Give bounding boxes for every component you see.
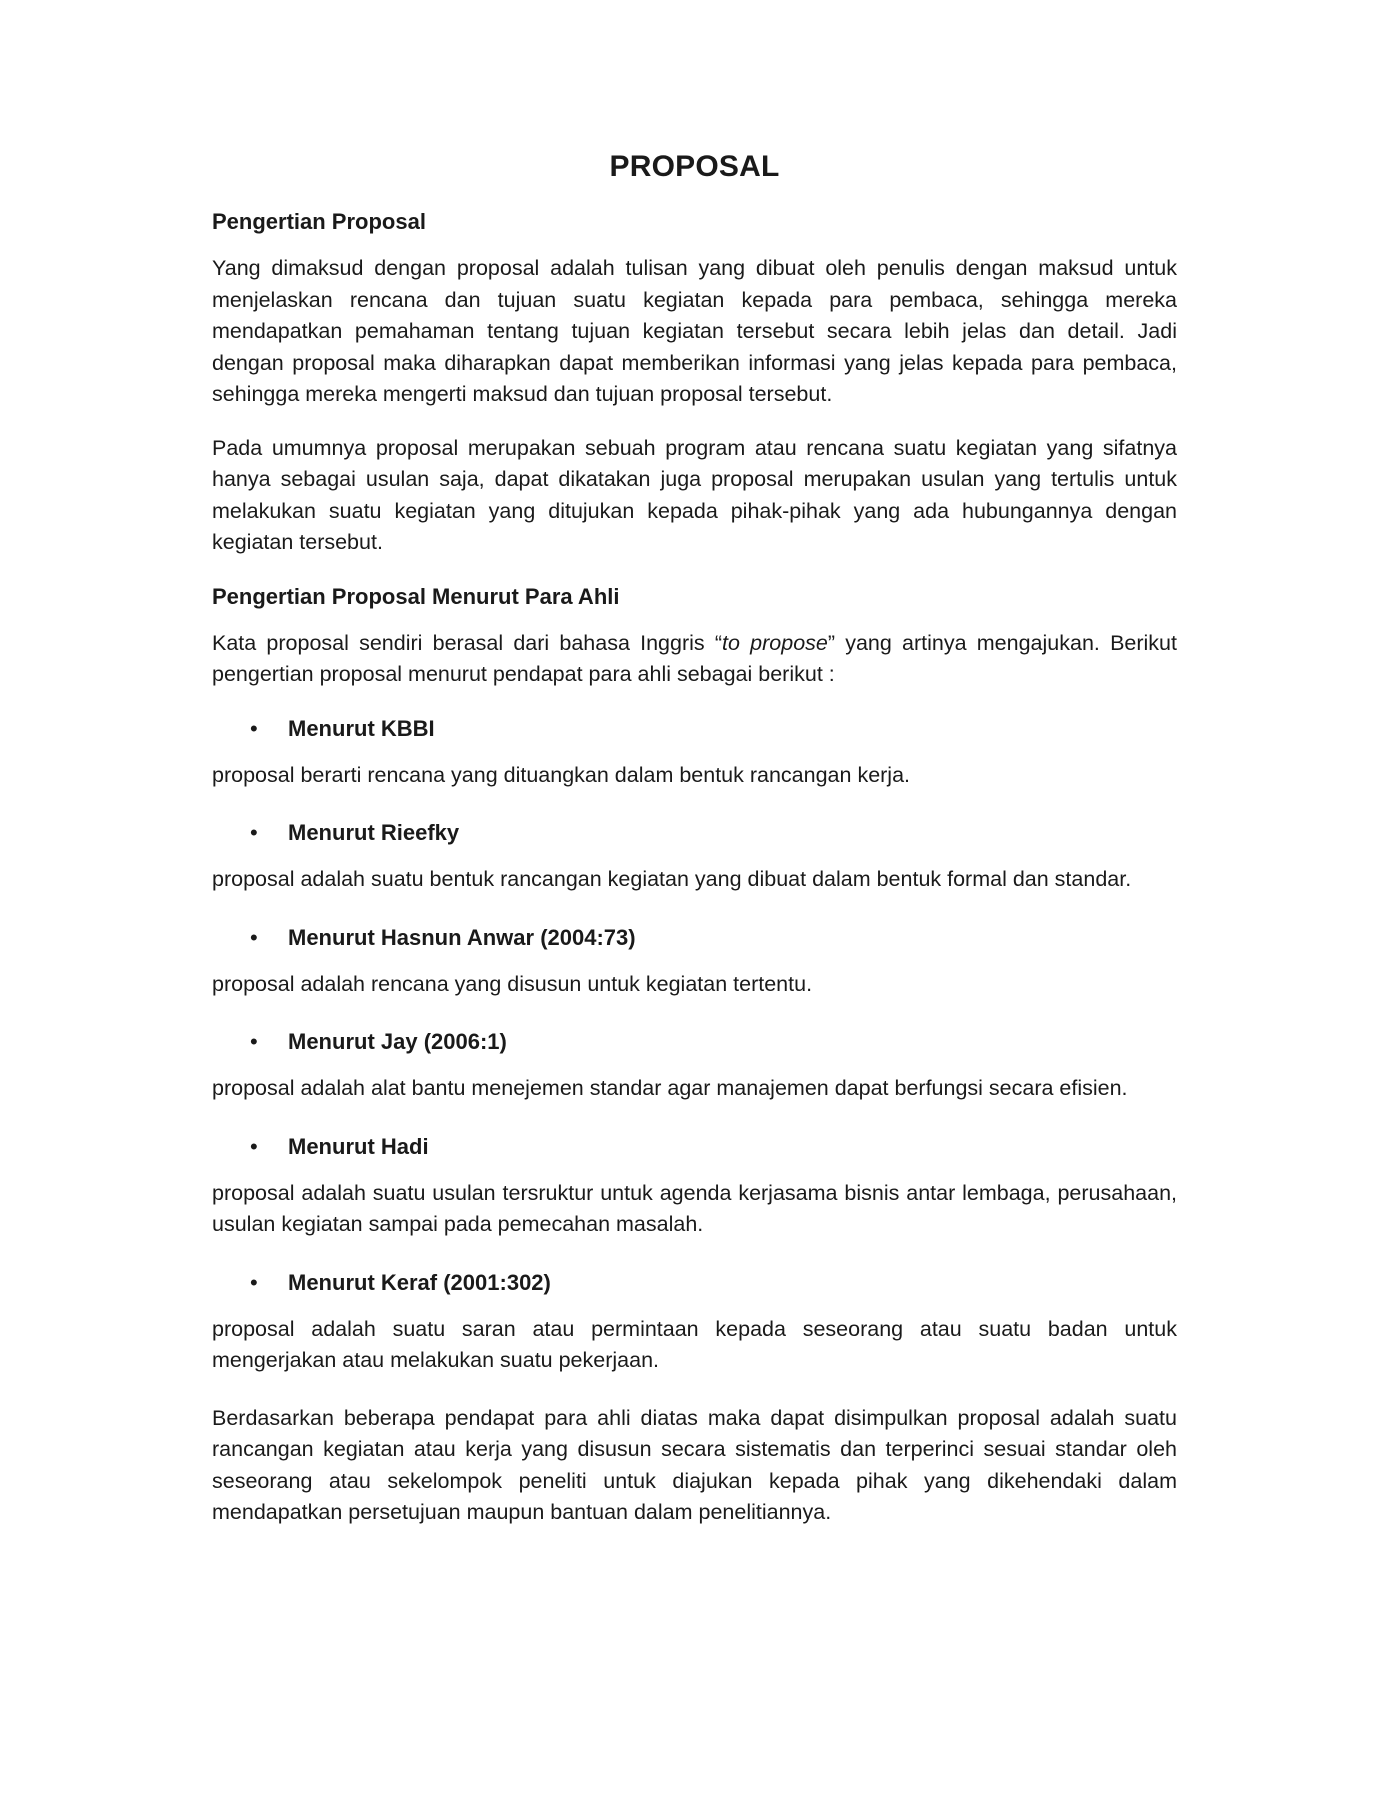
intro-paragraph — [212, 628, 1177, 691]
expert-name: Menurut KBBI — [288, 715, 435, 741]
intro-text-after: ” yang artinya mengajukan. Berikut pengertian proposal menurut pendapat para ahli sebagai berikut : — [212, 630, 1177, 686]
bullet-icon: • — [250, 1029, 258, 1054]
expert-definition: proposal adalah rencana yang disusun untuk kegiatan tertentu. — [212, 971, 813, 996]
paragraph: Pada umumnya proposal merupakan sebuah program atau rencana suatu kegiatan yang sifatnya hanya sebagai usulan saja, dapat dikatakan juga proposal merupakan usulan yang tertulis untuk melakukan suatu kegiatan yang ditujukan kepada pihak-pihak yang ada hubungannya dengan kegiatan tersebut. — [212, 435, 1177, 554]
expert-definition: proposal adalah suatu saran atau permintaan kepada seseorang atau suatu badan untuk mengerjakan atau melakukan suatu pekerjaan. — [212, 1316, 1177, 1372]
expert-definition: proposal berarti rencana yang dituangkan dalam bentuk rancangan kerja. — [212, 762, 911, 787]
expert-name: Menurut Hasnun Anwar (2004:73) — [288, 924, 636, 950]
bullet-icon: • — [250, 1269, 258, 1295]
expert-item-hasnun-anwar — [212, 922, 1177, 953]
expert-name: Menurut Hadi — [288, 1133, 429, 1159]
conclusion-paragraph: Berdasarkan beberapa pendapat para ahli diatas maka dapat disimpulkan proposal adalah suatu rancangan kegiatan atau kerja yang disusun secara sistematis dan terperinci sesuai standar oleh seseorang atau sekelompok peneliti untuk diajukan kepada pihak yang dikehendaki dalam mendapatkan persetujuan maupun bantuan dalam penelitiannya. — [212, 1405, 1177, 1524]
expert-definition: proposal adalah alat bantu menejemen standar agar manajemen dapat berfungsi secara efisien. — [212, 1076, 1128, 1100]
bullet-icon: • — [250, 820, 258, 845]
expert-item-jay — [212, 1026, 1177, 1057]
expert-item-keraf — [212, 1267, 1177, 1298]
intro-italic-term: to propose — [722, 630, 828, 655]
expert-name: Menurut Keraf (2001:302) — [288, 1269, 551, 1295]
section-heading-pengertian: Pengertian Proposal — [212, 209, 426, 234]
paragraph: Yang dimaksud dengan proposal adalah tulisan yang dibuat oleh penulis dengan maksud untuk menjelaskan rencana dan tujuan suatu kegiatan kepada para pembaca, sehingga mereka mendapatkan pemahaman tentang tujuan kegiatan tersebut secara lebih jelas dan detail. Jadi dengan proposal maka diharapkan dapat memberikan informasi yang jelas kepada para pembaca, sehingga mereka mengerti maksud dan tujuan proposal tersebut. — [212, 256, 1177, 406]
expert-name: Menurut Jay (2006:1) — [288, 1029, 507, 1054]
expert-definition: proposal adalah suatu bentuk rancangan kegiatan yang dibuat dalam bentuk formal dan standar. — [212, 867, 1132, 891]
bullet-icon: • — [250, 924, 258, 950]
page-title: PROPOSAL — [609, 150, 780, 183]
document-page — [212, 150, 1177, 1551]
intro-text-before: Kata proposal sendiri berasal dari bahasa Inggris “ — [212, 630, 723, 655]
section-heading-menurut-para-ahli: Pengertian Proposal Menurut Para Ahli — [212, 583, 620, 609]
expert-name: Menurut Rieefky — [288, 820, 460, 845]
expert-definition: proposal adalah suatu usulan tersruktur untuk agenda kerjasama bisnis antar lembaga, perusahaan, usulan kegiatan sampai pada pemecahan masalah. — [212, 1180, 1177, 1236]
bullet-icon: • — [250, 1133, 258, 1159]
bullet-icon: • — [250, 715, 258, 741]
expert-item-hadi — [212, 1131, 1177, 1162]
expert-item-rieefky — [212, 817, 1177, 848]
expert-item-kbbi — [212, 713, 1177, 744]
